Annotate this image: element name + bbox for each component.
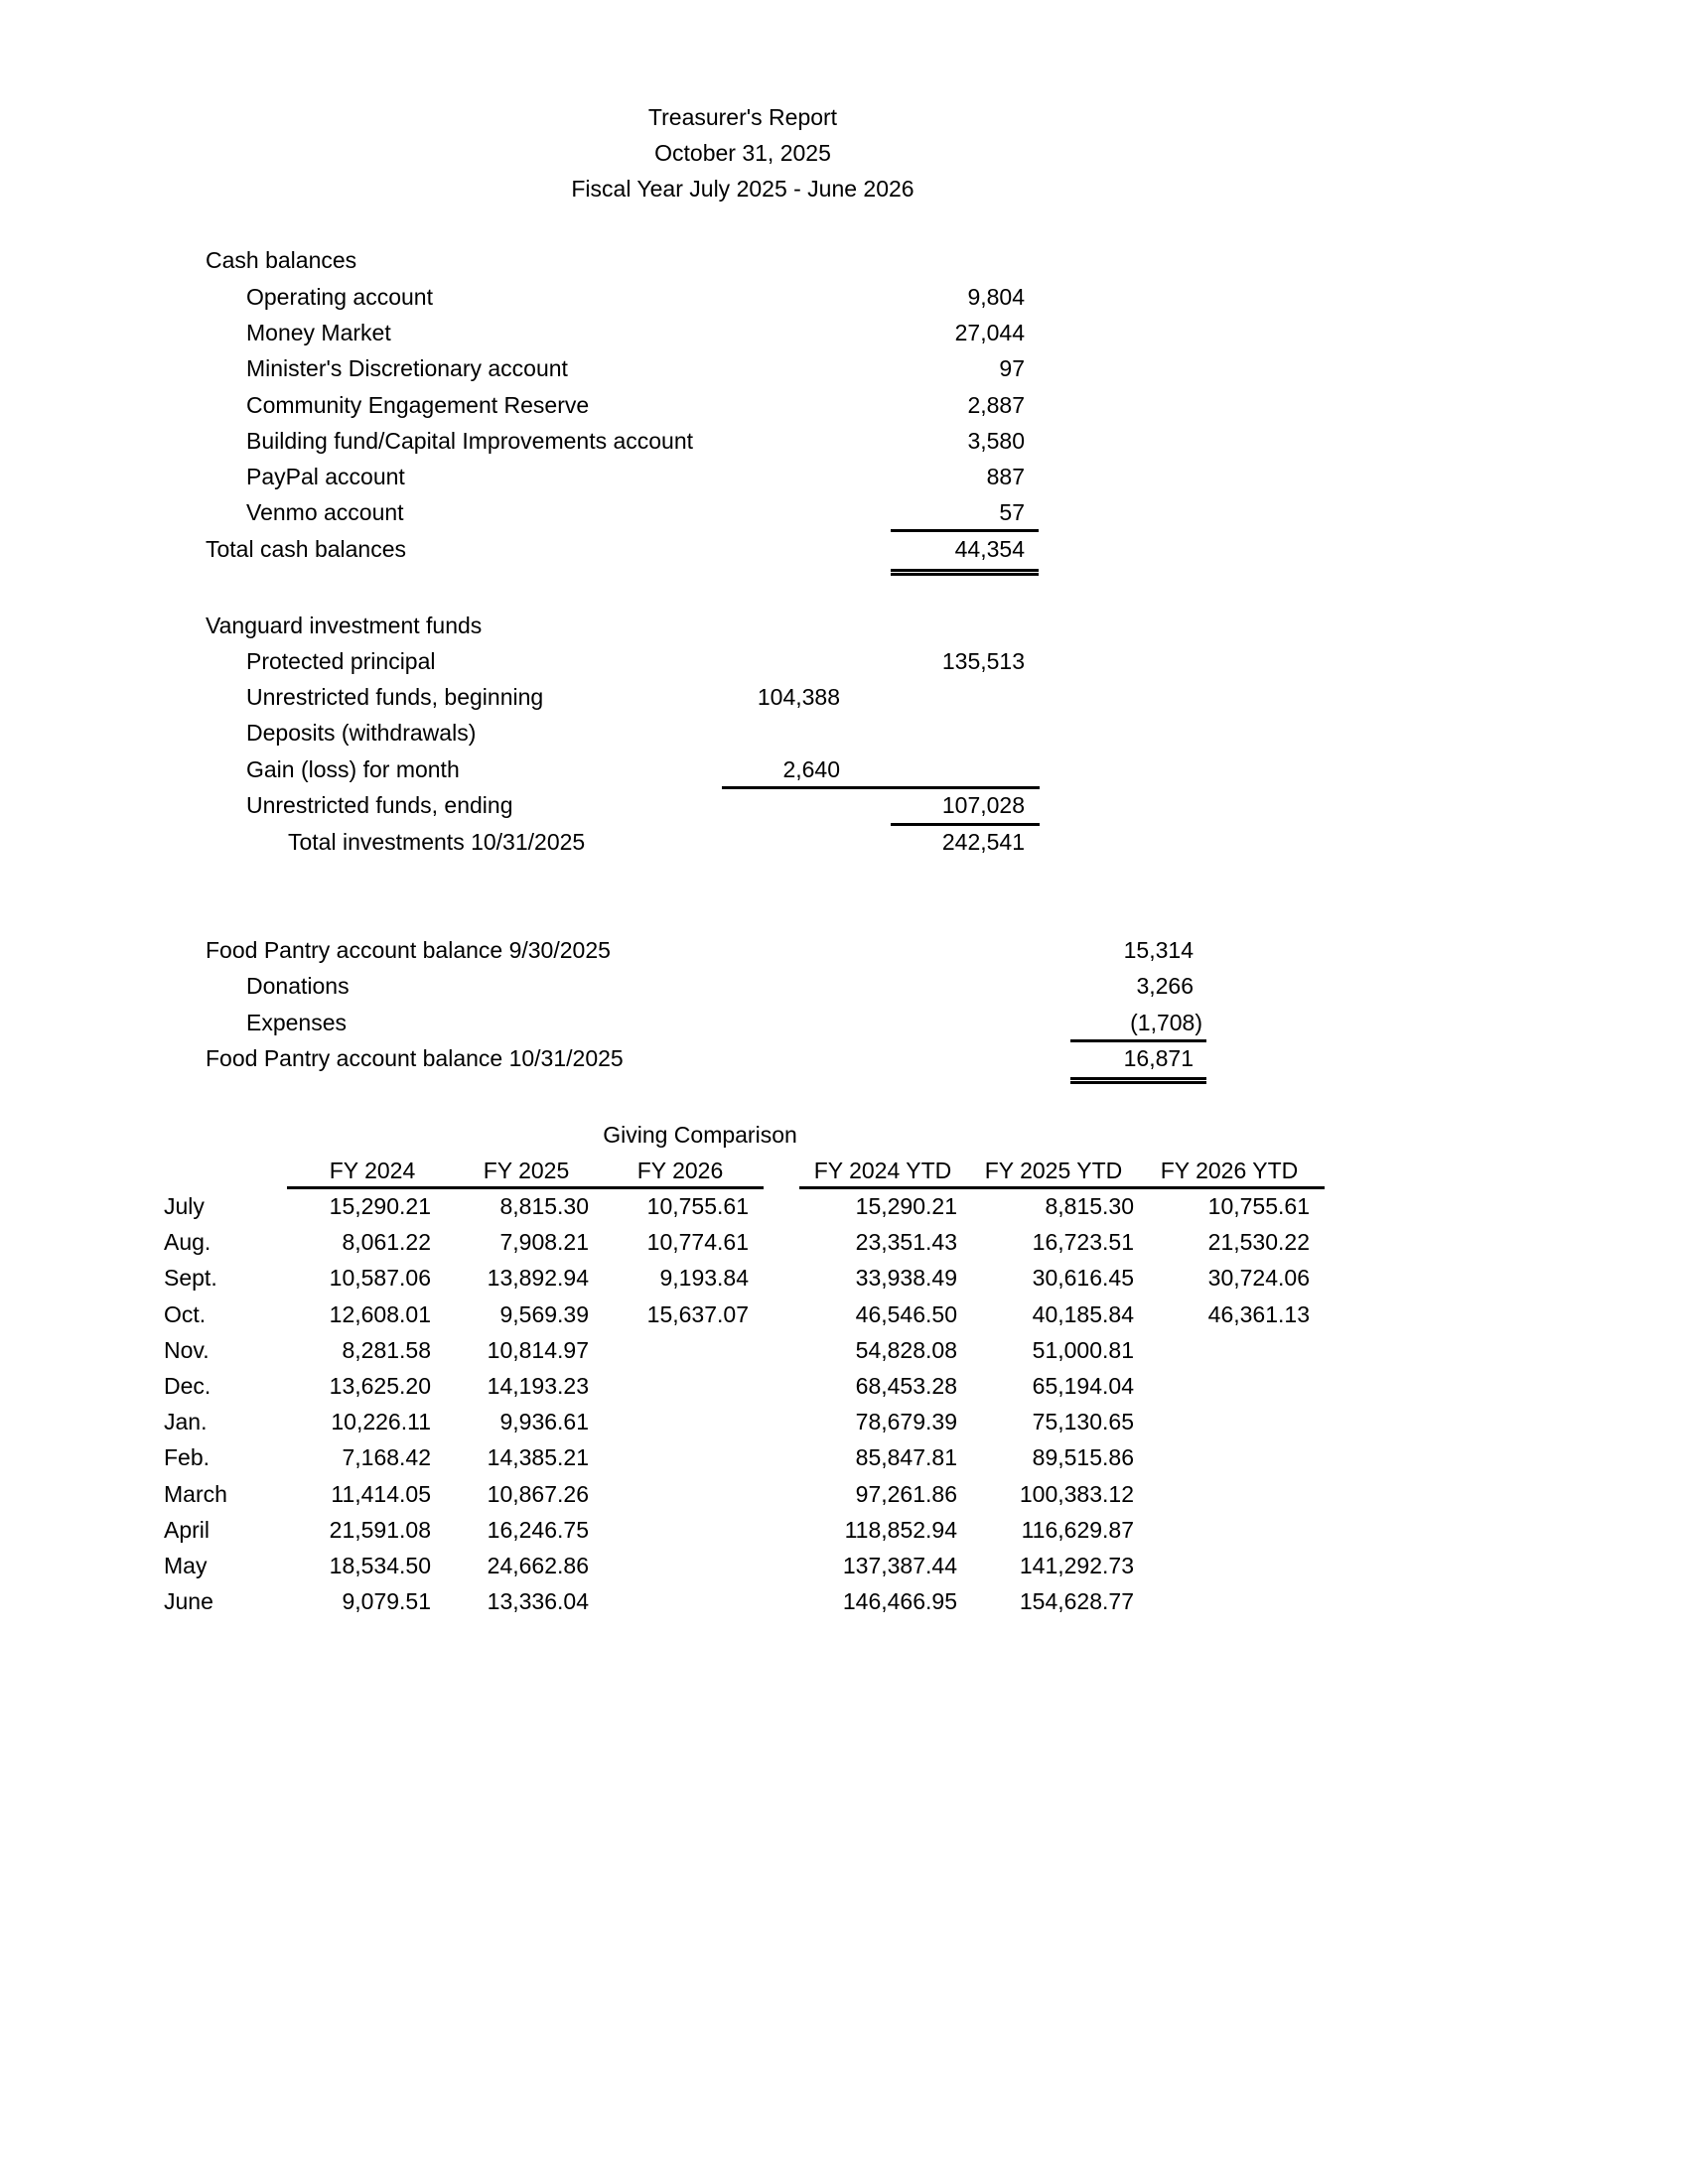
cash-balances-heading: Cash balances: [206, 247, 357, 273]
fy2026-ytd-value: 30,724.06: [1207, 1265, 1310, 1291]
fy2026-ytd-value: [1141, 1371, 1310, 1401]
month-label: May: [164, 1553, 208, 1578]
unrestricted-beginning-label: Unrestricted funds, beginning: [246, 684, 544, 710]
fy2024-ytd-value: 68,453.28: [855, 1373, 957, 1399]
fy2025-ytd-value: 65,194.04: [1032, 1373, 1134, 1399]
fy2024-ytd-value: 23,351.43: [855, 1229, 957, 1255]
total-investments-value: 242,541: [941, 829, 1025, 855]
total-double-rule: [1070, 1077, 1206, 1084]
fy2026-value: 9,193.84: [659, 1265, 749, 1291]
deposits-label: Deposits (withdrawals): [246, 720, 477, 746]
report-date: October 31, 2025: [654, 140, 831, 166]
column-header: FY 2024 YTD: [813, 1158, 952, 1183]
fy2025-ytd-value: 116,629.87: [1021, 1517, 1134, 1543]
cash-item-value: 57: [999, 499, 1025, 525]
gain-loss-label: Gain (loss) for month: [246, 756, 460, 782]
fy2026-value: [600, 1586, 749, 1616]
subtotal-rule: [722, 786, 1040, 789]
deposits-value: [695, 718, 840, 748]
fy2025-ytd-value: 75,130.65: [1032, 1409, 1134, 1434]
fy2026-ytd-value: [1141, 1407, 1310, 1436]
fy2026-value: 10,774.61: [646, 1229, 749, 1255]
month-label: Jan.: [164, 1409, 208, 1434]
month-label: July: [164, 1193, 205, 1219]
fy2024-value: 8,281.58: [342, 1337, 431, 1363]
column-header: FY 2025 YTD: [984, 1158, 1123, 1183]
fy2026-ytd-value: [1141, 1479, 1310, 1509]
food-pantry-opening-value: 15,314: [1123, 937, 1194, 963]
total-investments-label: Total investments 10/31/2025: [288, 829, 586, 855]
month-label: Oct.: [164, 1301, 207, 1327]
fy2024-ytd-value: 85,847.81: [855, 1444, 957, 1470]
month-label: Feb.: [164, 1444, 211, 1470]
fy2026-value: [600, 1515, 749, 1545]
total-cash-value: 44,354: [954, 536, 1025, 562]
fy2025-ytd-value: 89,515.86: [1032, 1444, 1134, 1470]
giving-comparison-title: Giving Comparison: [603, 1122, 797, 1148]
fy2025-value: 13,892.94: [487, 1265, 589, 1291]
month-label: Dec.: [164, 1373, 211, 1399]
fy2026-value: [600, 1371, 749, 1401]
fy2024-ytd-value: 78,679.39: [855, 1409, 957, 1434]
fy2026-value: 10,755.61: [646, 1193, 749, 1219]
fy2024-value: 10,226.11: [331, 1409, 431, 1434]
fy2025-value: 13,336.04: [487, 1588, 589, 1614]
fy2026-ytd-value: [1141, 1586, 1310, 1616]
fy2024-value: 8,061.22: [342, 1229, 431, 1255]
fy2025-ytd-value: 40,185.84: [1032, 1301, 1134, 1327]
fy2024-value: 10,587.06: [329, 1265, 431, 1291]
food-pantry-expenses-value: (1,708): [1130, 1010, 1202, 1035]
fy2024-value: 13,625.20: [329, 1373, 431, 1399]
cash-item-value: 97: [999, 355, 1025, 381]
fy2025-value: 14,385.21: [487, 1444, 589, 1470]
fiscal-year: Fiscal Year July 2025 - June 2026: [571, 176, 914, 202]
unrestricted-ending-label: Unrestricted funds, ending: [246, 792, 513, 818]
fy2026-ytd-value: [1141, 1551, 1310, 1580]
fy2024-ytd-value: 97,261.86: [855, 1481, 957, 1507]
fy2024-value: 18,534.50: [329, 1553, 431, 1578]
month-label: Sept.: [164, 1265, 217, 1291]
subtotal-rule: [891, 529, 1039, 532]
fy2025-value: 9,569.39: [499, 1301, 589, 1327]
column-header: FY 2026 YTD: [1160, 1158, 1299, 1183]
cash-item-value: 887: [986, 464, 1025, 489]
month-label: Nov.: [164, 1337, 210, 1363]
fy2024-value: 9,079.51: [342, 1588, 431, 1614]
fy2024-ytd-value: 118,852.94: [844, 1517, 957, 1543]
food-pantry-opening-label: Food Pantry account balance 9/30/2025: [206, 937, 611, 963]
fy2025-value: 10,867.26: [487, 1481, 589, 1507]
cash-item-label: PayPal account: [246, 464, 405, 489]
cash-item-value: 2,887: [967, 392, 1025, 418]
fy2026-value: 15,637.07: [646, 1301, 749, 1327]
month-label: March: [164, 1481, 227, 1507]
food-pantry-closing-value: 16,871: [1123, 1045, 1194, 1071]
protected-principal-label: Protected principal: [246, 648, 436, 674]
header-rule: [287, 1186, 764, 1189]
total-double-rule: [891, 569, 1039, 576]
fy2026-value: [600, 1407, 749, 1436]
subtotal-rule: [891, 823, 1040, 826]
fy2025-ytd-value: 154,628.77: [1019, 1588, 1134, 1614]
fy2025-value: 16,246.75: [487, 1517, 589, 1543]
food-pantry-donations-value: 3,266: [1136, 973, 1194, 999]
fy2025-value: 24,662.86: [487, 1553, 589, 1578]
fy2025-ytd-value: 30,616.45: [1032, 1265, 1134, 1291]
fy2024-value: 11,414.05: [331, 1481, 431, 1507]
month-label: Aug.: [164, 1229, 211, 1255]
fy2025-value: 14,193.23: [487, 1373, 589, 1399]
fy2026-ytd-value: 46,361.13: [1207, 1301, 1310, 1327]
subtotal-rule: [1070, 1039, 1206, 1042]
food-pantry-donations-label: Donations: [246, 973, 350, 999]
report-title: Treasurer's Report: [647, 104, 838, 130]
fy2026-value: [600, 1551, 749, 1580]
unrestricted-beginning-value: 104,388: [757, 684, 840, 710]
gain-loss-value: 2,640: [782, 756, 840, 782]
cash-item-value: 9,804: [967, 284, 1025, 310]
column-header: FY 2026: [636, 1158, 724, 1183]
fy2025-value: 9,936.61: [499, 1409, 589, 1434]
cash-item-value: 3,580: [967, 428, 1025, 454]
fy2026-value: [600, 1479, 749, 1509]
fy2024-ytd-value: 46,546.50: [855, 1301, 957, 1327]
fy2025-ytd-value: 141,292.73: [1019, 1553, 1134, 1578]
fy2024-ytd-value: 146,466.95: [842, 1588, 957, 1614]
fy2024-ytd-value: 15,290.21: [855, 1193, 957, 1219]
fy2024-value: 12,608.01: [329, 1301, 431, 1327]
month-label: June: [164, 1588, 213, 1614]
fy2024-ytd-value: 137,387.44: [842, 1553, 957, 1578]
cash-item-value: 27,044: [954, 320, 1025, 345]
fy2025-ytd-value: 16,723.51: [1032, 1229, 1134, 1255]
fy2025-ytd-value: 51,000.81: [1032, 1337, 1134, 1363]
cash-item-label: Community Engagement Reserve: [246, 392, 590, 418]
fy2026-value: [600, 1335, 749, 1365]
fy2024-ytd-value: 54,828.08: [855, 1337, 957, 1363]
investments-heading: Vanguard investment funds: [206, 613, 483, 638]
fy2025-ytd-value: 8,815.30: [1045, 1193, 1134, 1219]
month-label: April: [164, 1517, 211, 1543]
food-pantry-expenses-label: Expenses: [246, 1010, 348, 1035]
fy2026-ytd-value: [1141, 1442, 1310, 1472]
fy2026-ytd-value: 21,530.22: [1207, 1229, 1310, 1255]
column-header: FY 2025: [483, 1158, 570, 1183]
fy2026-ytd-value: 10,755.61: [1207, 1193, 1310, 1219]
fy2024-value: 15,290.21: [329, 1193, 431, 1219]
cash-item-label: Minister's Discretionary account: [246, 355, 568, 381]
fy2025-value: 7,908.21: [499, 1229, 589, 1255]
fy2025-ytd-value: 100,383.12: [1019, 1481, 1134, 1507]
fy2024-value: 7,168.42: [342, 1444, 431, 1470]
column-header: FY 2024: [329, 1158, 416, 1183]
protected-principal-value: 135,513: [941, 648, 1025, 674]
fy2026-value: [600, 1442, 749, 1472]
cash-item-label: Building fund/Capital Improvements account: [246, 428, 694, 454]
cash-item-label: Venmo account: [246, 499, 404, 525]
fy2025-value: 8,815.30: [499, 1193, 589, 1219]
food-pantry-closing-label: Food Pantry account balance 10/31/2025: [206, 1045, 624, 1071]
cash-item-label: Money Market: [246, 320, 391, 345]
unrestricted-ending-value: 107,028: [941, 792, 1025, 818]
fy2026-ytd-value: [1141, 1515, 1310, 1545]
total-cash-label: Total cash balances: [206, 536, 407, 562]
cash-item-label: Operating account: [246, 284, 433, 310]
fy2025-value: 10,814.97: [487, 1337, 589, 1363]
header-rule: [799, 1186, 1325, 1189]
fy2026-ytd-value: [1141, 1335, 1310, 1365]
fy2024-ytd-value: 33,938.49: [855, 1265, 957, 1291]
fy2024-value: 21,591.08: [329, 1517, 431, 1543]
